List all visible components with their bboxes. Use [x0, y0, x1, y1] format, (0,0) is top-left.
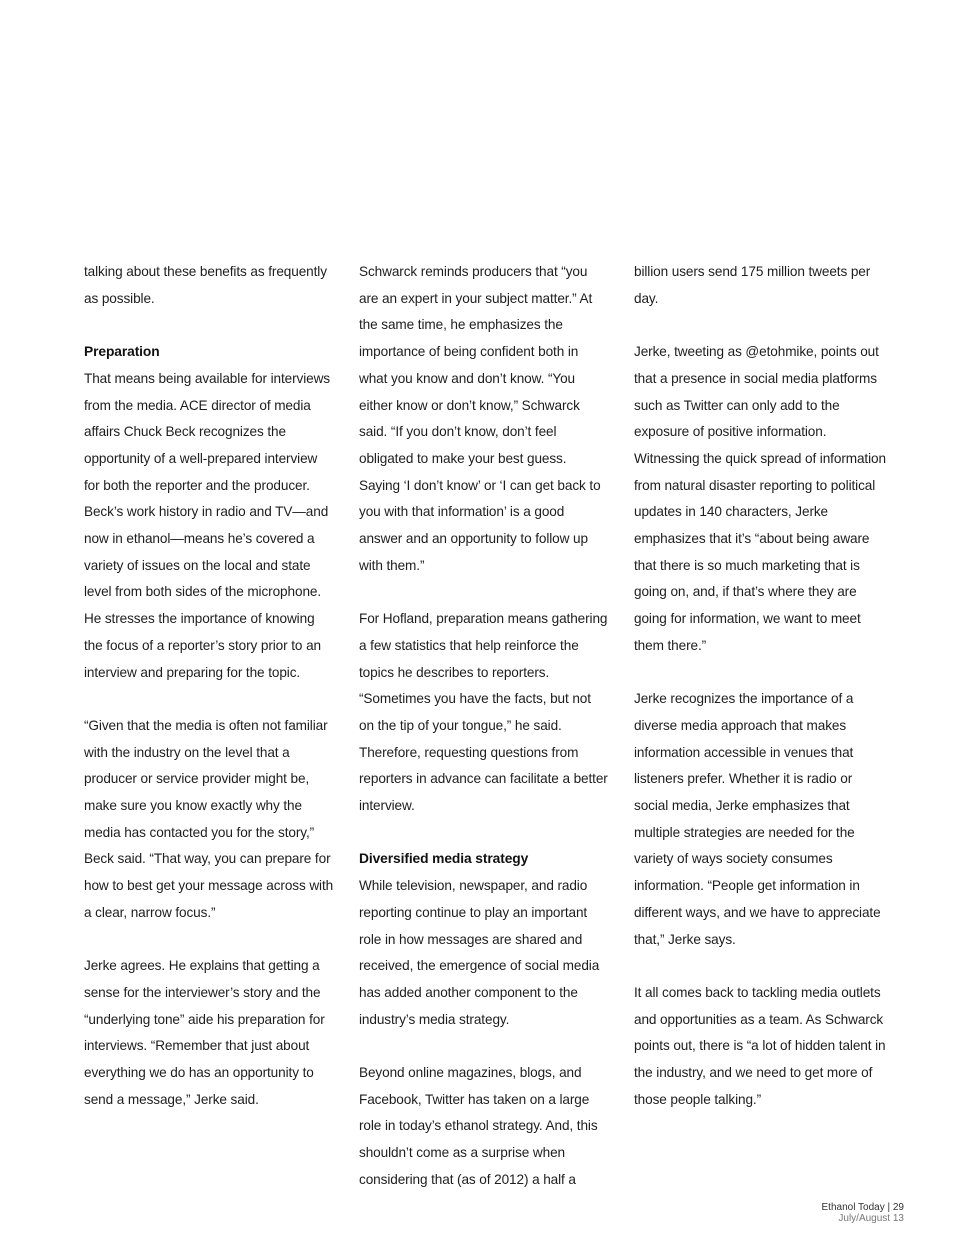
paragraph: billion users send 175 million tweets per day. — [634, 264, 871, 306]
paragraph: For Hofland, preparation means gathering a few statistics that help reinforce the topics he describes to reporters. “Sometimes you have the facts, but not on the tip of your tongue,” he said. Therefore, requesting questions from reporters in advance can facilitate a better interview. — [359, 611, 608, 814]
paragraph: Jerke, tweeting as @etohmike, points out that a presence in social media platforms such as Twitter can only add to the exposure of positive information. Witnessing the quick spread of information from natural disaster reporting to political updates in 140 characters, Jerke emphasizes that it’s “about being aware that there is so much marketing that is going on, and, if that’s where they are going for information, we want to meet them there.” — [634, 344, 886, 653]
paragraph: Beyond online magazines, blogs, and Facebook, Twitter has taken on a large role in today’s ethanol strategy. And, this shouldn’t come as a surprise when considering that (as of 2012) a half a — [359, 1065, 598, 1187]
paragraph: It all comes back to tackling media outlets and opportunities as a team. As Schwarck points out, there is “a lot of hidden talent in the industry, and we need to get more of those people talking.” — [634, 984, 886, 1107]
publication-name: Ethanol Today — [821, 1202, 885, 1213]
paragraph: Jerke agrees. He explains that getting a sense for the interviewer’s story and the “underlying tone” aide his preparation for interviews. “Remember that just about everything we do has an opportunity to send a message,” Jerke said. — [84, 958, 325, 1107]
paragraph: talking about these benefits as frequently as possible. — [84, 264, 327, 306]
footer-line — [822, 1202, 905, 1213]
paragraph: Schwarck reminds producers that “you are an expert in your subject matter.” At the same time, he emphasizes the importance of being confident both in what you know and don’t know. “You either know or don’t know,” Schwarck said. “If you don’t know, don’t feel obligated to make your best guess. Saying ‘I don’t know’ or ‘I can get back to you with that information’ is a good answer and an opportunity to follow up with them.” — [359, 264, 601, 573]
paragraph: “Given that the media is often not familiar with the industry on the level that a producer or service provider might be, make sure you know exactly why the media has contacted you for the story,” Beck said. “That way, you can prepare for how to best get your message across with a clear, narrow focus.” — [84, 717, 334, 920]
article-column-3 — [634, 259, 886, 1140]
article-column-2 — [359, 259, 609, 1220]
paragraph: Jerke recognizes the importance of a diverse media approach that makes information accessible in venues that listeners prefer. Whether it is radio or social media, Jerke emphasizes that multiple strategies are needed for the variety of ways society consumes information. “People get information in different ways, and we have to appreciate that,” Jerke says. — [634, 691, 881, 947]
page-number: 29 — [892, 1202, 904, 1213]
section-heading-preparation: Preparation — [84, 344, 160, 360]
paragraph: While television, newspaper, and radio reporting continue to play an important role in how messages are shared and received, the emergence of social media has added another component to the industry’s media strategy. — [359, 878, 600, 1027]
paragraph: That means being available for interviews from the media. ACE director of media affairs Chuck Beck recognizes the opportunity of a well-prepared interview for both the reporter and the producer. Beck’s work history in radio and TV—and now in ethanol—means he’s covered a variety of issues on the local and state level from both sides of the microphone. He stresses the importance of knowing the focus of a reporter’s story prior to an interview and preparing for the topic. — [84, 370, 331, 680]
footer-separator: | — [887, 1202, 891, 1213]
page-footer — [822, 1202, 905, 1224]
article-column-1 — [84, 259, 334, 1140]
issue-date: July/August 13 — [838, 1213, 904, 1224]
section-heading-diversified-media-strategy: Diversified media strategy — [359, 851, 529, 867]
